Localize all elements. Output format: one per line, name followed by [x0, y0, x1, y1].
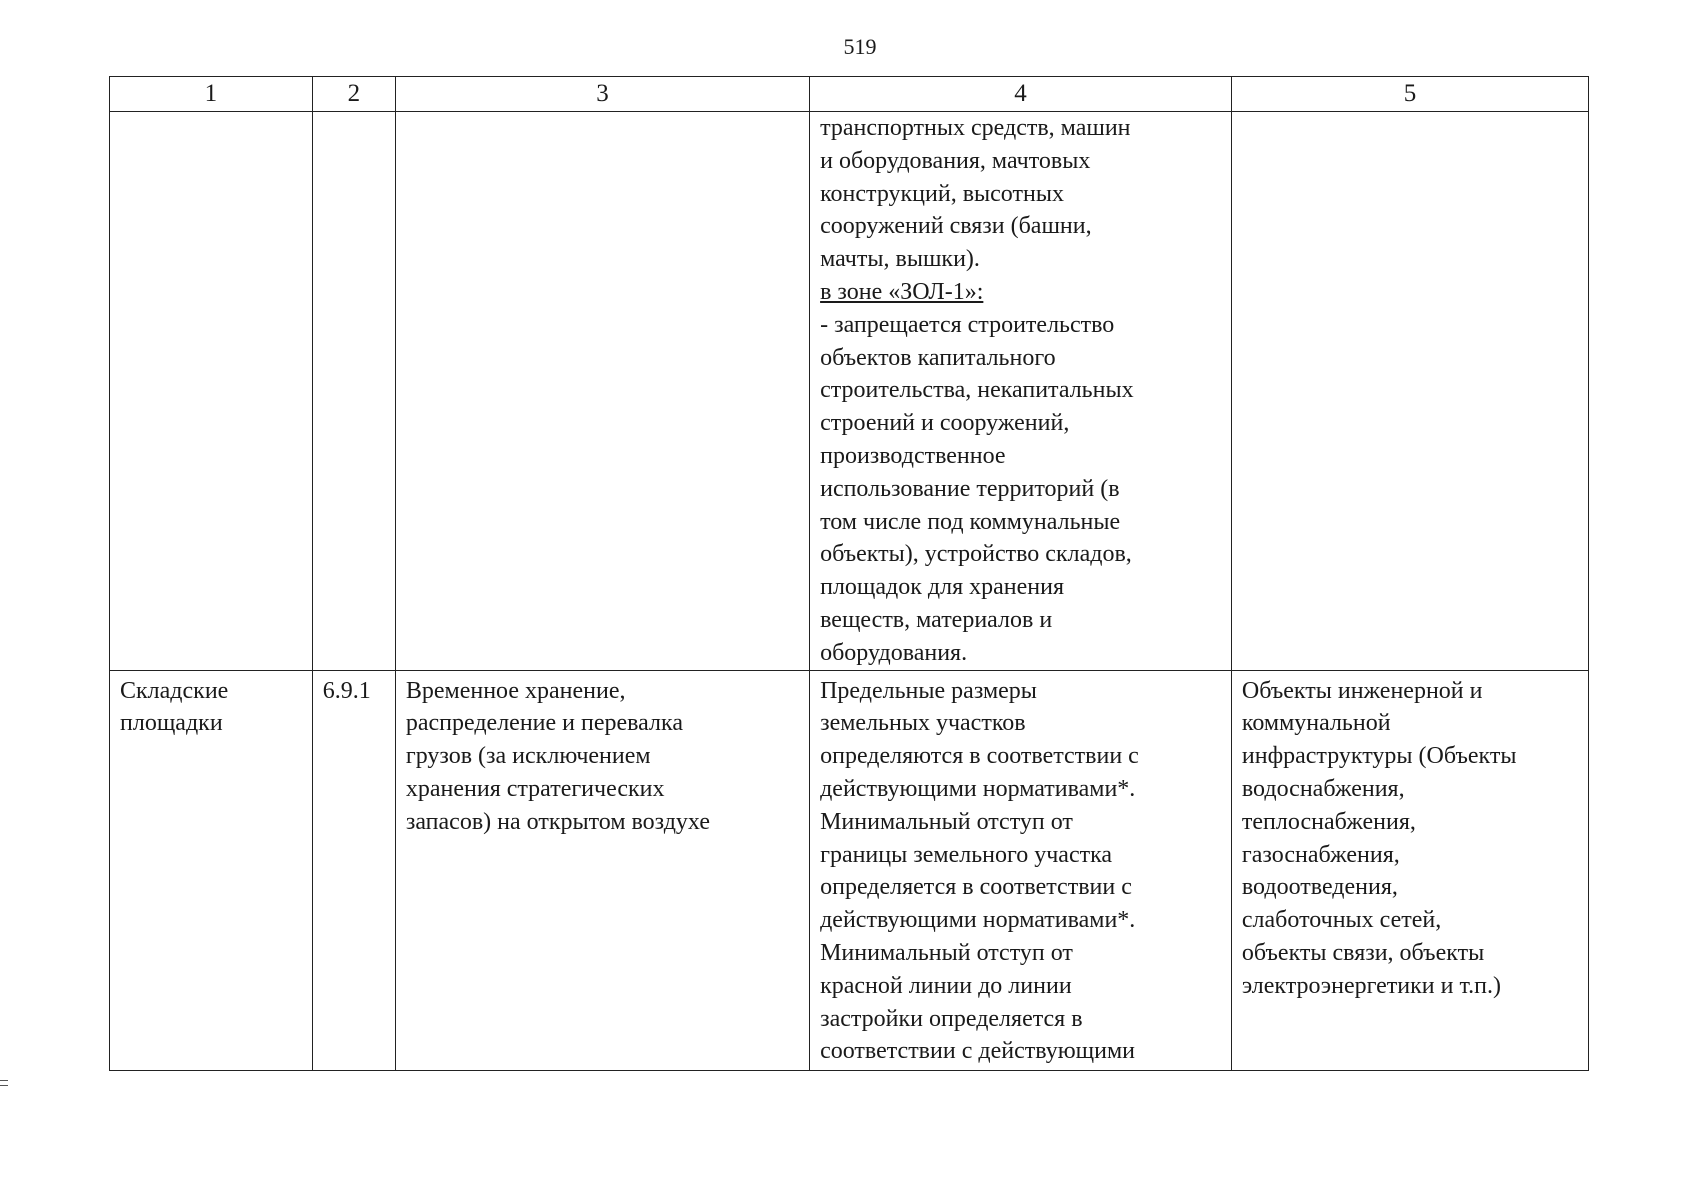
- text-line: запасов) на открытом воздухе: [405, 808, 710, 835]
- text-line: коммунальной: [1241, 710, 1391, 737]
- table-header-row: [110, 77, 1589, 112]
- header-col-5: 5: [1231, 77, 1588, 112]
- text-line: строений и сооружений,: [820, 410, 1070, 437]
- cell-description: [395, 112, 809, 671]
- page-number: 519: [843, 34, 877, 59]
- text-line: инфраструктуры (Объекты: [1241, 743, 1517, 770]
- text-line: транспортных средств, машин: [820, 115, 1131, 141]
- cell-auxiliary-uses: [1231, 112, 1588, 671]
- text-line: определяется в соответствии с: [820, 874, 1132, 901]
- text-line: и оборудования, мачтовых: [820, 147, 1091, 174]
- text-line: строительства, некапитальных: [820, 377, 1134, 404]
- text-line: объекты), устройство складов,: [820, 541, 1132, 568]
- text-line: использование территорий (в: [820, 475, 1120, 502]
- text-line: веществ, материалов и: [820, 606, 1053, 633]
- cell-code: 6.9.1: [312, 670, 395, 1070]
- scan-edge-mark: [0, 1080, 8, 1086]
- text-line: определяются в соответствии с: [820, 743, 1139, 770]
- text-line: теплоснабжения,: [1241, 808, 1416, 835]
- text-line: Минимальный отступ от: [820, 808, 1073, 835]
- text-line: действующими нормативами*.: [820, 907, 1136, 934]
- text-line: водоотведения,: [1241, 874, 1398, 901]
- cell-use-name: [110, 670, 313, 1070]
- cell-use-name: [110, 112, 313, 671]
- text-line: хранения стратегических: [405, 775, 665, 802]
- text-line: Временное хранение,: [405, 677, 626, 704]
- header-col-1: 1: [110, 77, 313, 112]
- cell-parameters: [810, 112, 1232, 671]
- zone-heading: в зоне «ЗОЛ-1»:: [820, 278, 984, 305]
- text-line: Складские: [120, 677, 229, 704]
- text-line: газоснабжения,: [1241, 841, 1400, 868]
- text-line: водоснабжения,: [1241, 775, 1405, 802]
- text-line: - запрещается строительство: [820, 311, 1115, 338]
- text-line: том числе под коммунальные: [820, 508, 1121, 535]
- text-line: объекты связи, объекты: [1241, 939, 1485, 966]
- text-line: действующими нормативами*.: [820, 775, 1136, 802]
- header-col-4: 4: [810, 77, 1232, 112]
- text-line: Объекты инженерной и: [1241, 677, 1483, 704]
- regulations-table: [109, 76, 1589, 1071]
- text-line: сооружений связи (башни,: [820, 213, 1092, 240]
- cell-description: [395, 670, 809, 1070]
- text-line: соответствии с действующими: [820, 1038, 1135, 1065]
- text-line: объектов капитального: [820, 344, 1056, 371]
- text-line: оборудования.: [820, 639, 968, 666]
- header-col-3: 3: [395, 77, 809, 112]
- header-col-2: 2: [312, 77, 395, 112]
- text-line: электроэнергетики и т.п.): [1241, 972, 1501, 999]
- cell-parameters: [810, 670, 1232, 1070]
- cell-auxiliary-uses: [1231, 670, 1588, 1070]
- text-line: Минимальный отступ от: [820, 939, 1073, 966]
- text-line: распределение и перевалка: [405, 710, 683, 737]
- cell-code: [312, 112, 395, 671]
- text-line: конструкций, высотных: [820, 180, 1064, 207]
- table-row-storage: [110, 670, 1589, 1070]
- text-line: площадок для хранения: [820, 574, 1065, 601]
- table-row-continuation: [110, 112, 1589, 671]
- text-line: красной линии до линии: [820, 972, 1072, 999]
- text-line: слаботочных сетей,: [1241, 907, 1442, 934]
- text-line: земельных участков: [820, 710, 1026, 737]
- text-line: границы земельного участка: [820, 841, 1113, 868]
- text-line: мачты, вышки).: [820, 246, 980, 273]
- text-line: грузов (за исключением: [405, 743, 651, 770]
- text-line: площадки: [120, 710, 223, 737]
- text-line: производственное: [820, 442, 1006, 469]
- text-line: Предельные размеры: [820, 677, 1037, 704]
- text-line: застройки определяется в: [820, 1005, 1083, 1032]
